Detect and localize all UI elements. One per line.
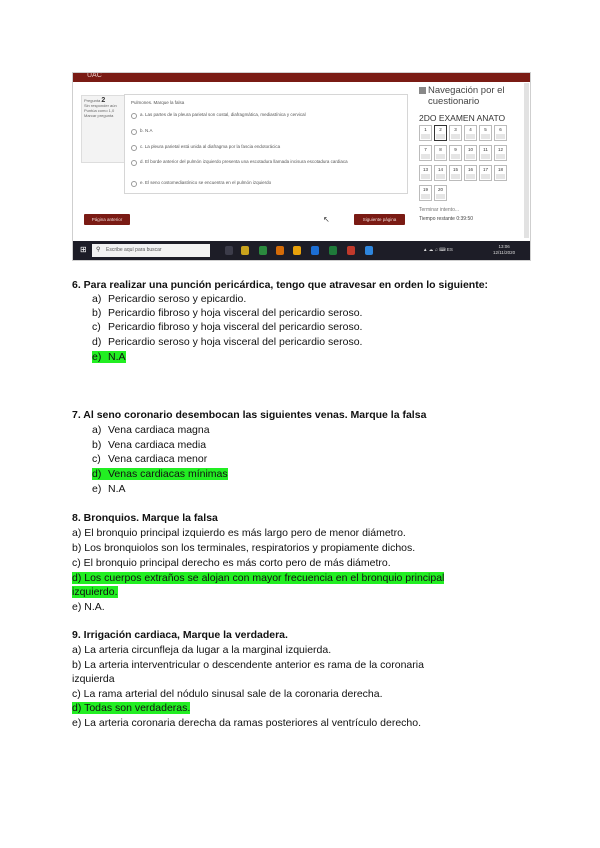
flag-question-link[interactable]: Marcar pregunta <box>84 113 114 118</box>
option-line: c) Pericardio fibroso y hoja visceral del pericardio seroso. <box>92 321 363 333</box>
mouse-cursor-icon: ↖ <box>323 215 330 224</box>
nav-question-cell[interactable]: 6 <box>494 125 507 141</box>
next-page-button[interactable]: Siguiente página <box>354 214 405 225</box>
nav-question-cell[interactable]: 16 <box>464 165 477 181</box>
question-prompt: Pulmones. Marque la falsa <box>131 100 185 105</box>
option-line: b) Pericardio fibroso y hoja visceral del pericardio seroso. <box>92 307 363 319</box>
site-logo: UAC <box>87 72 102 79</box>
option-line: a) La arteria circunfleja da lugar a la marginal izquierda. <box>72 644 332 656</box>
radio-icon[interactable] <box>131 160 137 166</box>
nav-question-cell[interactable]: 15 <box>449 165 462 181</box>
question-label: Pregunta <box>84 98 101 103</box>
radio-icon[interactable] <box>131 145 137 151</box>
question-status: Sin responder aún <box>84 103 117 108</box>
prev-page-button[interactable]: Página anterior <box>84 214 130 225</box>
exam-screenshot <box>72 72 531 261</box>
question-title: 7. Al seno coronario desembocan las siguientes venas. Marque la falsa <box>72 409 427 421</box>
file-explorer-icon[interactable] <box>241 246 249 255</box>
nav-question-cell[interactable]: 2 <box>434 125 447 141</box>
question-title: 8. Bronquios. Marque la falsa <box>72 512 218 524</box>
option-line: a) Pericardio seroso y epicardio. <box>92 293 247 305</box>
app-icon[interactable] <box>347 246 355 255</box>
nav-question-cell[interactable]: 18 <box>494 165 507 181</box>
nav-question-cell[interactable]: 3 <box>449 125 462 141</box>
answer-option[interactable]: a. Las partes de la pleura parietal son costal, diafragmática, mediastínica y cervical <box>131 112 393 119</box>
nav-question-cell[interactable]: 10 <box>464 145 477 161</box>
answer-option[interactable]: b. N.A <box>131 128 393 135</box>
excel-icon[interactable] <box>329 246 337 255</box>
question-grid <box>419 125 523 205</box>
time-remaining: Tiempo restante 0:39:50 <box>419 216 474 222</box>
app-icon[interactable] <box>293 246 301 255</box>
block-icon <box>419 87 426 94</box>
nav-question-cell[interactable]: 11 <box>479 145 492 161</box>
nav-title: Navegación por el cuestionario <box>419 85 525 107</box>
chrome-icon[interactable] <box>259 246 267 255</box>
answer-option[interactable]: d. El borde anterior del pulmón izquierdo presenta una escotadura llamada incisura escotadura cardiaca <box>131 159 393 166</box>
windows-start-icon[interactable]: ⊞ <box>80 245 87 254</box>
option-line: c) Vena cardiaca menor <box>92 453 208 465</box>
option-line: c) El bronquio principal derecho es más corto pero de más diámetro. <box>72 557 391 569</box>
option-line: a) Vena cardiaca magna <box>92 424 210 436</box>
question-box <box>124 94 408 194</box>
nav-question-cell[interactable]: 12 <box>494 145 507 161</box>
site-header <box>73 73 530 82</box>
nav-question-cell[interactable]: 17 <box>479 165 492 181</box>
option-line-highlighted: d) Todas son verdaderas. <box>72 702 191 714</box>
option-line: b) Los bronquiolos son los terminales, respiratorios y propiamente dichos. <box>72 542 416 554</box>
option-line-highlighted: izquierdo. <box>72 586 118 598</box>
windows-taskbar <box>73 241 530 260</box>
answer-option[interactable]: c. La pleura parietal está unida al diafragma por la fascia endotorácica <box>131 144 393 151</box>
option-line: d) Pericardio seroso y hoja visceral del pericardio seroso. <box>92 336 363 348</box>
nav-question-cell[interactable]: 20 <box>434 185 447 201</box>
nav-question-cell[interactable]: 8 <box>434 145 447 161</box>
radio-icon[interactable] <box>131 181 137 187</box>
question-info-panel <box>81 95 125 163</box>
option-line: e) N.A <box>92 483 126 495</box>
nav-question-cell[interactable]: 19 <box>419 185 432 201</box>
taskbar-clock[interactable]: 13:06 12/11/2020 <box>493 244 516 255</box>
nav-question-cell[interactable]: 13 <box>419 165 432 181</box>
question-title: 9. Irrigación cardiaca, Marque la verdadera. <box>72 629 288 641</box>
question-number: 2 <box>101 97 106 104</box>
option-line: izquierda <box>72 673 115 685</box>
option-line-highlighted: d) Los cuerpos extraños se alojan con mayor frecuencia en el bronquio principal <box>72 572 445 584</box>
nav-question-cell[interactable]: 9 <box>449 145 462 161</box>
nav-question-cell[interactable]: 5 <box>479 125 492 141</box>
answer-option[interactable]: e. El seno costomediastínico se encuentra en el pulmón izquierdo <box>131 180 393 187</box>
search-icon: ⚲ <box>96 247 101 253</box>
taskbar-search-box[interactable]: ⚲ Escribe aquí para buscar <box>92 244 210 257</box>
option-line-highlighted: d) Venas cardiacas mínimas <box>92 468 228 480</box>
finish-attempt-link[interactable]: Terminar intento... <box>419 207 460 213</box>
scrollbar[interactable] <box>524 83 529 238</box>
task-view-icon[interactable] <box>225 246 233 255</box>
option-line: e) N.A. <box>72 601 105 613</box>
question-points: Puntúa como 1,0 <box>84 108 115 113</box>
exam-title: 2DO EXAMEN ANATO <box>419 113 506 123</box>
option-line: e) La arteria coronaria derecha da ramas posteriores al ventrículo derecho. <box>72 717 422 729</box>
system-tray-icons[interactable]: ▲ ☁ ♫ ⌨ ES <box>423 247 453 252</box>
question-title: 6. Para realizar una punción pericárdica, tengo que atravesar en orden lo siguiente: <box>72 279 489 291</box>
option-line: c) La rama arterial del nódulo sinusal sale de la coronaria derecha. <box>72 688 383 700</box>
option-line-highlighted: e) N.A <box>92 351 126 363</box>
quiz-navigation-panel <box>419 85 525 235</box>
word-icon[interactable] <box>311 246 319 255</box>
option-line: b) La arteria interventricular o descendente anterior es rama de la coronaria <box>72 659 424 671</box>
app-icon[interactable] <box>276 246 284 255</box>
option-line: b) Vena cardiaca media <box>92 439 207 451</box>
radio-icon[interactable] <box>131 113 137 119</box>
radio-icon[interactable] <box>131 129 137 135</box>
nav-question-cell[interactable]: 7 <box>419 145 432 161</box>
nav-question-cell[interactable]: 1 <box>419 125 432 141</box>
app-icon[interactable] <box>365 246 373 255</box>
nav-question-cell[interactable]: 4 <box>464 125 477 141</box>
nav-question-cell[interactable]: 14 <box>434 165 447 181</box>
option-line: a) El bronquio principal izquierdo es más largo pero de menor diámetro. <box>72 527 406 539</box>
